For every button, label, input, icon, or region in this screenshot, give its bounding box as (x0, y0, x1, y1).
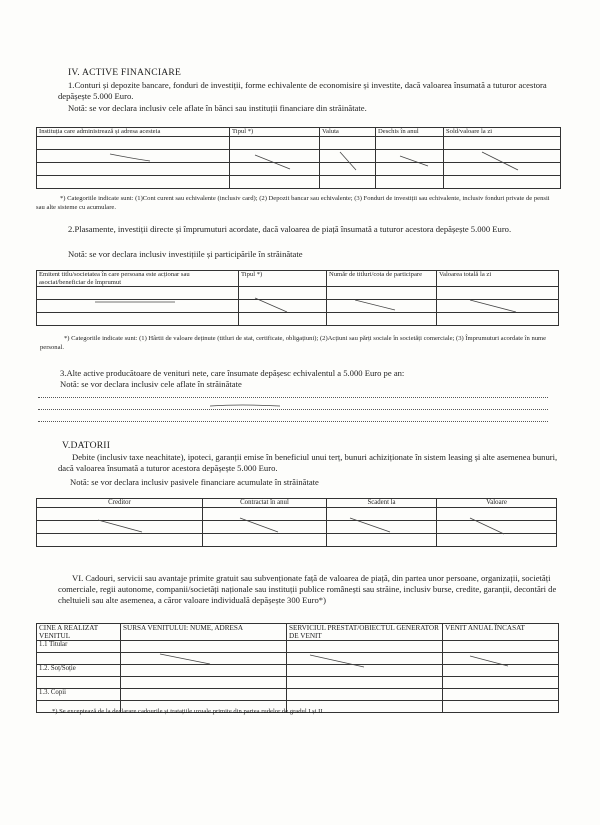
footnote-investment-categories: *) Categoriile indicate sunt: (1) Hârtii de valoare deținute (titluri de stat, certificate, obligațiuni); (2)Acțiuni sau părți sociale în societăți comerciale; (3) Împrumuturi acordate în nume personal. (40, 335, 547, 351)
section5-text: Debite (inclusiv taxe neachitate), ipoteci, garanții emise în beneficiul unui terț, bunuri achiziționate în sistem leasing și alte asemenea bunuri, dacă valoarea însumată a tuturor acestora depășește 5.000 Euro. (58, 452, 558, 473)
header-type: Tipul *) (230, 128, 320, 137)
section-title-active-financiare: IV. ACTIVE FINANCIARE (68, 67, 182, 78)
table-row (37, 641, 559, 653)
section4-item3-note: Notă: se vor declara inclusiv cele aflate în străinătate (60, 379, 242, 389)
row-label-holder: 1.1 Titular (37, 641, 121, 653)
gifts-table (36, 623, 559, 713)
row-label-children: 1.3. Copii (37, 689, 121, 701)
bank-accounts-table (36, 127, 561, 189)
dotted-line (38, 421, 548, 422)
row-label-spouse: 1.2. Soț/Soție (37, 665, 121, 677)
dotted-line (38, 409, 548, 410)
table-row (37, 689, 559, 701)
header-opened-year: Deschis în anul (376, 128, 444, 137)
header-recipient: CINE A REALIZAT VENITUL (37, 624, 121, 641)
table-row (37, 175, 561, 188)
table-row (37, 162, 561, 175)
investments-table (36, 270, 559, 326)
table-row (37, 520, 557, 533)
section4-item1-note: Notă: se vor declara inclusiv cele aflate în bănci sau instituții financiare din străinătate. (68, 103, 367, 113)
header-type: Tipul *) (239, 271, 327, 287)
header-institution: Instituția care administrează și adresa acesteia (37, 128, 230, 137)
header-contracted-year: Contractat în anul (203, 499, 327, 508)
header-income-source: SURSA VENITULUI: NUME, ADRESA (121, 624, 287, 641)
footnote-account-categories: *) Categoriile indicate sunt: (1)Cont curent sau echivalente (inclusiv card); (2) Depozit bancar sau echivalente; (3) Fonduri de investiții sau echivalente, inclusiv fonduri private de pensii sau alte sisteme cu acumulare. (36, 195, 550, 211)
header-value: Valoare (437, 499, 557, 508)
section-title-datorii: V.DATORII (62, 440, 111, 451)
header-issuer: Emitent titlu/societatea în care persoana este acționar sau asociat/beneficiar de împrumut (37, 271, 239, 287)
header-balance: Sold/valoare la zi (444, 128, 561, 137)
section5-note: Notă: se vor declara inclusiv pasivele financiare acumulate în străinătate (70, 477, 319, 487)
table-row (37, 665, 559, 677)
table-row (37, 677, 559, 689)
dotted-line (38, 397, 548, 398)
header-due-date: Scadent la (327, 499, 437, 508)
header-shares-count: Număr de titluri/cota de participare (327, 271, 437, 287)
header-creditor: Creditor (37, 499, 203, 508)
debts-table (36, 498, 557, 547)
header-total-value: Valoarea totală la zi (437, 271, 559, 287)
table-row (37, 136, 561, 149)
header-service-provided: SERVICIUL PRESTAT/OBIECTUL GENERATOR DE VENIT (287, 624, 443, 641)
section4-item2-note: Notă: se vor declara inclusiv investițiile și participările în străinătate (68, 249, 303, 259)
pen-stroke (210, 405, 280, 406)
table-row (37, 533, 557, 546)
section4-item1-text: 1.Conturi și depozite bancare, fonduri de investiții, forme echivalente de economisire și investite, dacă valoarea însumată a tuturor acestora depășește 5.000 Euro. (58, 80, 547, 101)
section6-text: VI. Cadouri, servicii sau avantaje primite gratuit sau subvenționate față de valoarea de piață, din partea unor persoane, organizații, societăți comerciale, regii autonome, companii/societăți naționale sau instituții publice românești sau străine, inclusiv burse, credite, garanții, decontări de cheltuieli sau alte asemenea, a căror valoare individuală depășește 300 Euro*) (58, 573, 557, 605)
table-row (37, 149, 561, 162)
table-row (37, 287, 559, 300)
table-row (37, 653, 559, 665)
table-row (37, 313, 559, 326)
table-row (37, 300, 559, 313)
header-annual-income: VENIT ANUAL ÎNCASAT (443, 624, 559, 641)
section4-item3-text: 3.Alte active producătoare de venituri nete, care însumate depășesc echivalentul a 5.000 Euro pe an: (60, 368, 405, 378)
header-currency: Valuta (320, 128, 376, 137)
table-row (37, 507, 557, 520)
section4-item2-text: 2.Plasamente, investiții directe și împrumuturi acordate, dacă valoarea de piață însumată a tuturor acestora depășește 5.000 Euro. (68, 224, 512, 234)
footnote-gift-exceptions: *) Se exceptează de la declarare cadourile și tratațiile uzuale primite din partea rudelor de gradul I și II (52, 708, 323, 715)
